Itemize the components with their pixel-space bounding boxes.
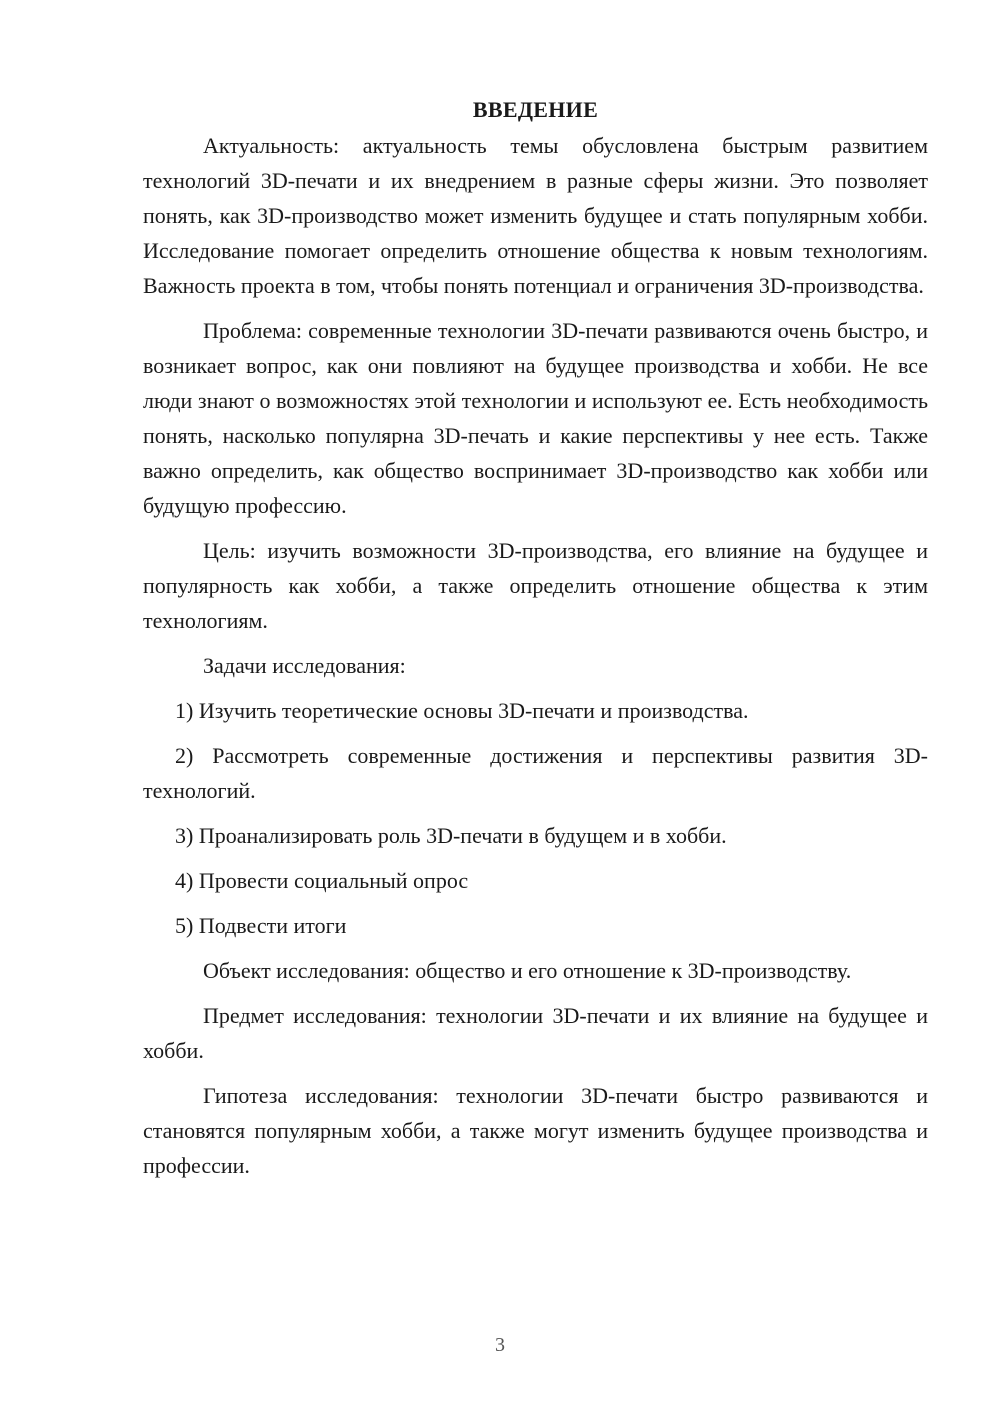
section-heading: ВВЕДЕНИЕ — [472, 97, 599, 122]
relevance-paragraph: Актуальность: актуальность темы обусловлена быстрым развитием технологий 3D-печати и их внедрением в разные сферы жизни. Это позволяет понять, как 3D-производство может изменить будущее и стать популярным хобби. Исследование помогает определить отношение общества к новым технологиям. Важность проекта в том, чтобы понять потенциал и ограничения 3D-производства. — [143, 133, 928, 298]
task-item-2: 2) Рассмотреть современные достижения и перспективы развития 3D-технологий. — [143, 743, 928, 803]
subject-paragraph: Предмет исследования: технологии 3D-печати и их влияние на будущее и хобби. — [143, 1003, 928, 1063]
object-paragraph: Объект исследования: общество и его отношение к 3D-производству. — [203, 958, 852, 983]
task-item-3: 3) Проанализировать роль 3D-печати в будущем и в хобби. — [175, 823, 727, 848]
task-item-4: 4) Провести социальный опрос — [175, 868, 469, 893]
task-item-5: 5) Подвести итоги — [175, 913, 347, 938]
page-number: 3 — [495, 1334, 505, 1356]
goal-paragraph: Цель: изучить возможности 3D-производства, его влияние на будущее и популярность как хобби, а также определить отношение общества к этим технологиям. — [143, 538, 928, 633]
problem-paragraph: Проблема: современные технологии 3D-печати развиваются очень быстро, и возникает вопрос, как они повлияют на будущее производства и хобби. Не все люди знают о возможностях этой технологии и используют ее. Есть необходимость понять, насколько популярна 3D-печать и какие перспективы у нее есть. Также важно определить, как общество воспринимает 3D-производство как хобби или будущую профессию. — [143, 318, 928, 518]
task-item-1: 1) Изучить теоретические основы 3D-печати и производства. — [175, 698, 749, 723]
hypothesis-paragraph: Гипотеза исследования: технологии 3D-печати быстро развиваются и становятся популярным хобби, а также могут изменить будущее производства и профессии. — [143, 1083, 928, 1178]
document-page — [143, 92, 928, 1193]
tasks-title: Задачи исследования: — [203, 653, 406, 678]
